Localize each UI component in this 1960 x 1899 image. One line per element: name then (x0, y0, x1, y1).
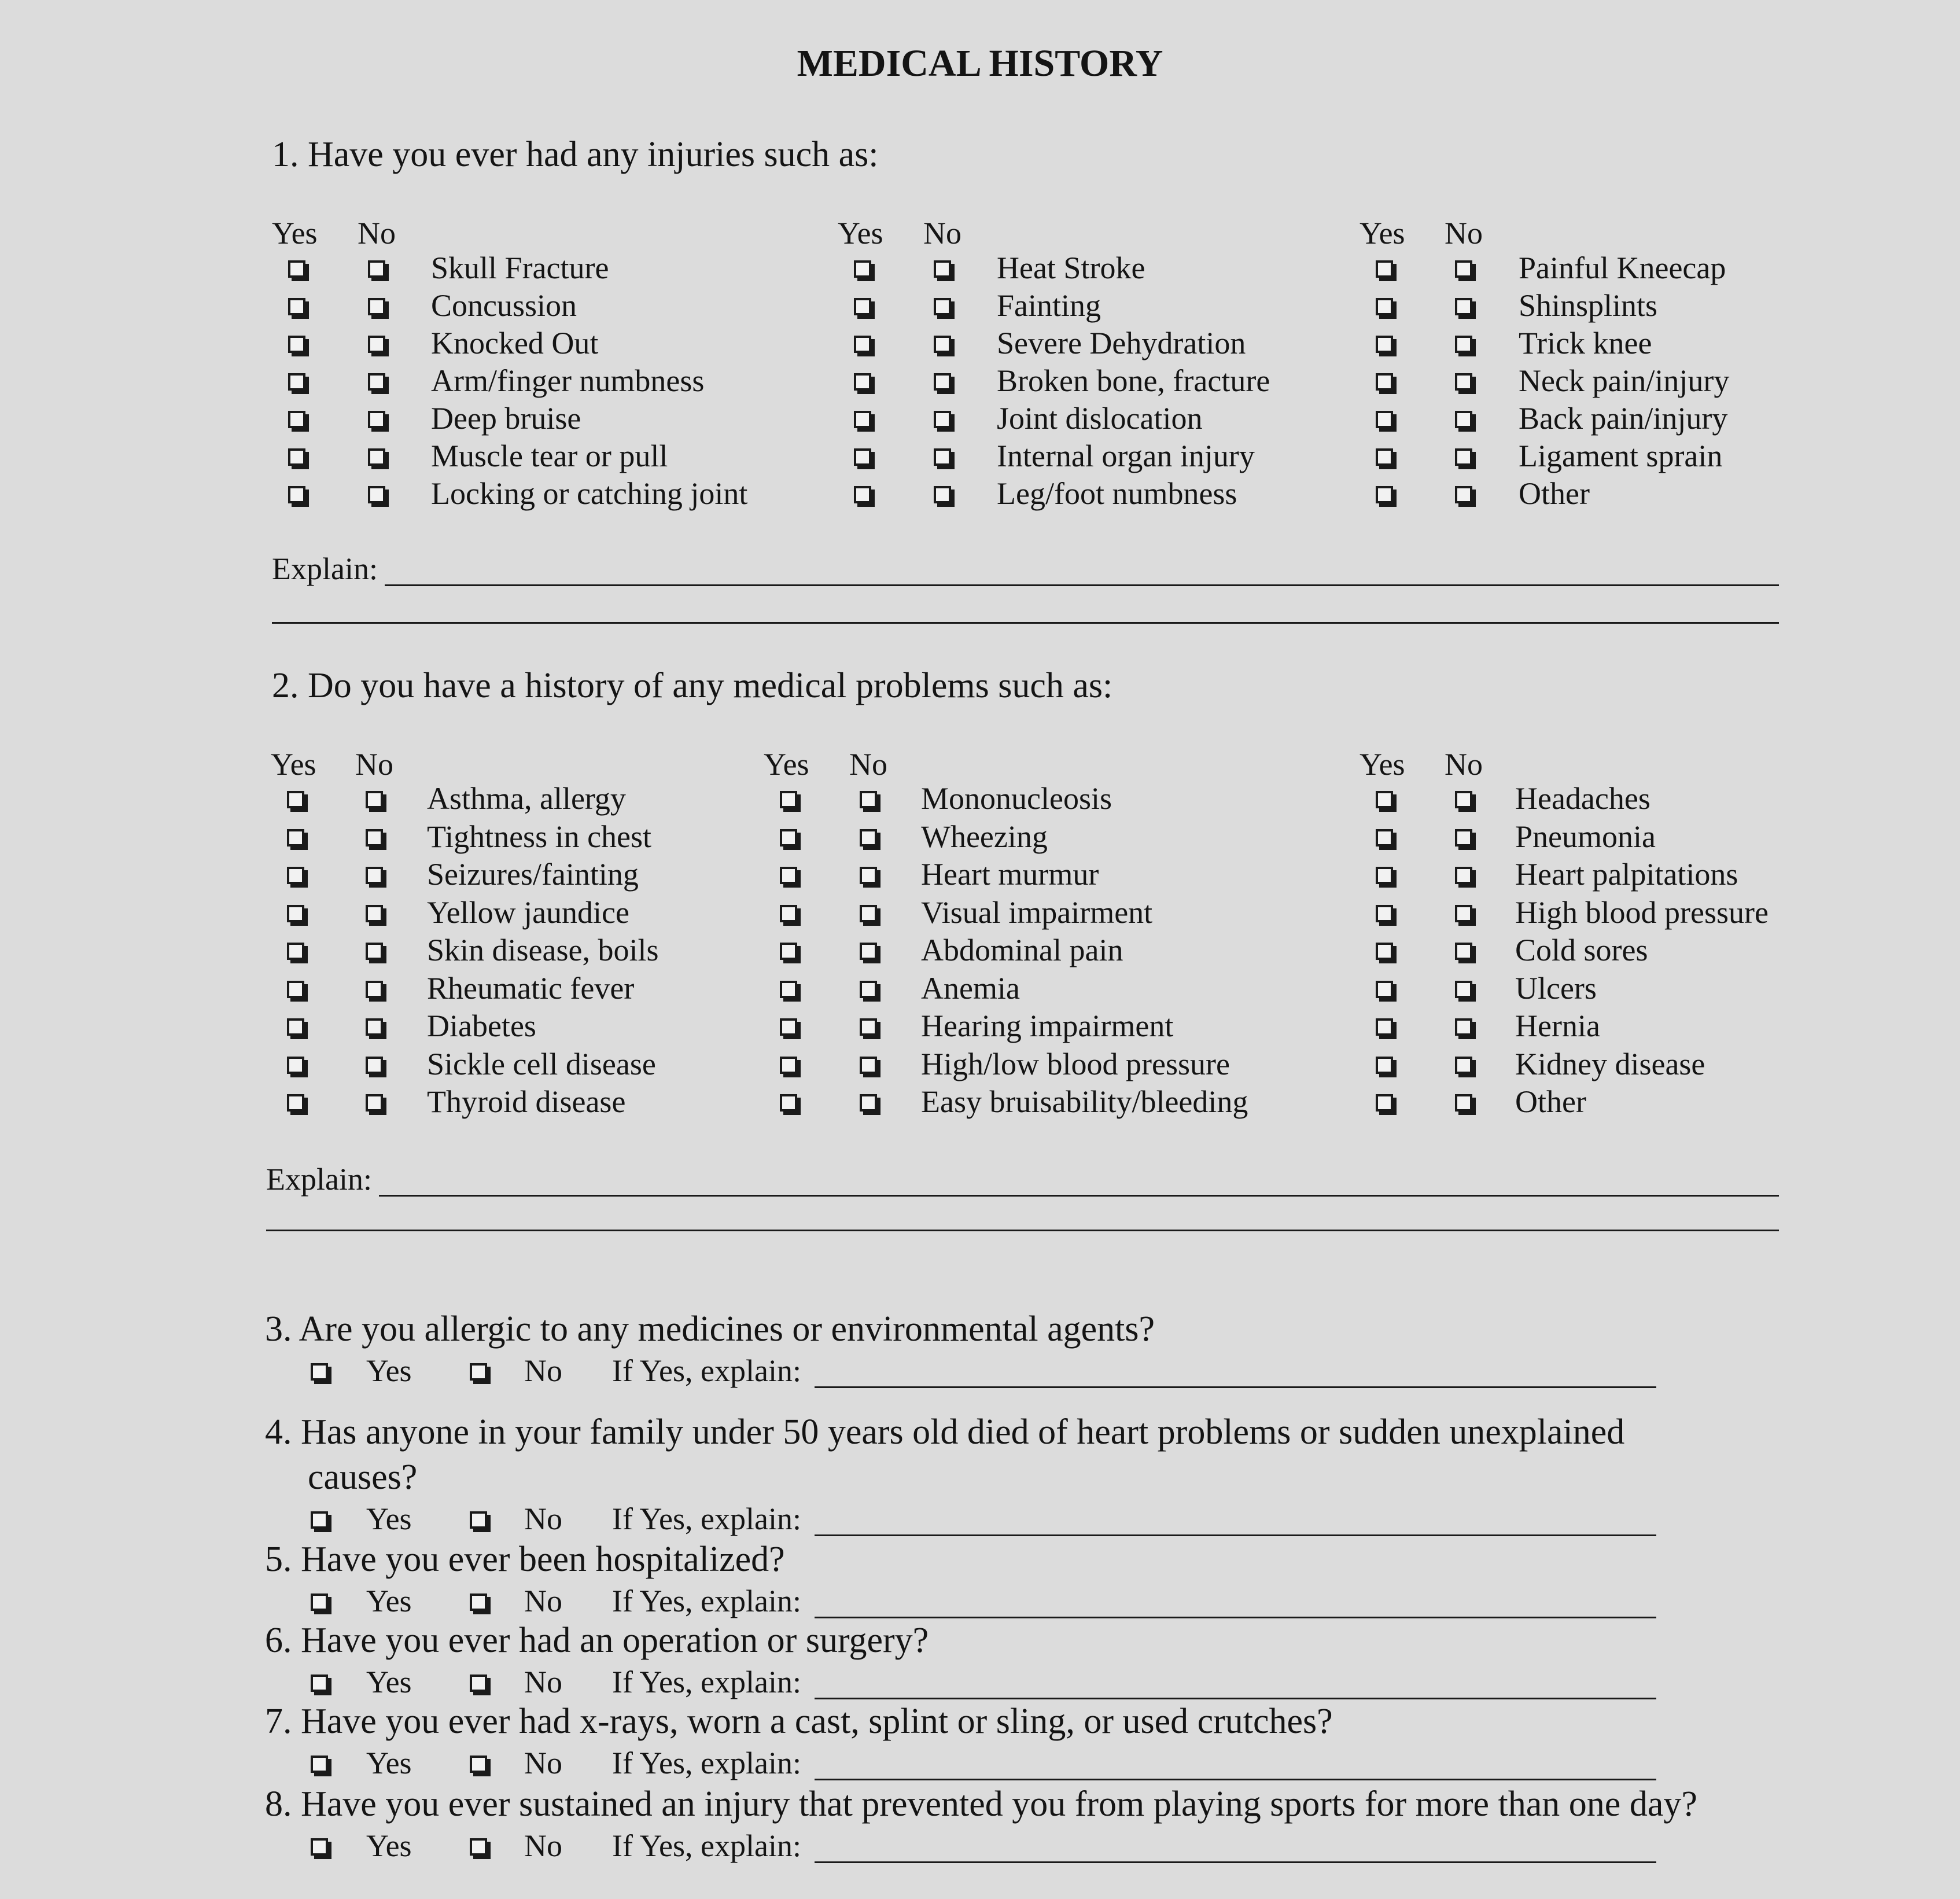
explain-line[interactable] (815, 1534, 1656, 1536)
no-checkbox[interactable] (1455, 981, 1472, 998)
condition-label: Headaches (1515, 781, 1650, 816)
no-checkbox[interactable] (1455, 943, 1472, 960)
no-checkbox[interactable] (1455, 1094, 1472, 1112)
yes-checkbox[interactable] (1376, 411, 1393, 428)
yes-checkbox[interactable] (1376, 1057, 1393, 1074)
section1-col2-yes-header: Yes (1360, 216, 1405, 251)
condition-label: Heart palpitations (1515, 857, 1738, 892)
yes-checkbox[interactable] (1376, 981, 1393, 998)
yes-checkbox[interactable] (1376, 1018, 1393, 1036)
yes-checkbox[interactable] (288, 373, 305, 391)
yes-checkbox[interactable] (780, 829, 797, 847)
if-yes-explain-label: If Yes, explain: (612, 1665, 801, 1699)
no-checkbox[interactable] (368, 373, 385, 391)
section2-explain-label: Explain: (266, 1162, 372, 1197)
no-checkbox[interactable] (1455, 867, 1472, 884)
yes-checkbox[interactable] (854, 298, 871, 315)
no-checkbox[interactable] (1455, 1018, 1472, 1036)
explain-line[interactable] (815, 1617, 1656, 1618)
section2-col1-no-header: No (849, 747, 887, 782)
condition-label: Cold sores (1515, 933, 1648, 967)
explain-line[interactable] (815, 1861, 1656, 1863)
condition-label: Hearing impairment (921, 1009, 1174, 1043)
yes-option-label: Yes (366, 1584, 412, 1618)
no-checkbox[interactable] (366, 943, 383, 960)
yes-checkbox[interactable] (311, 1363, 328, 1381)
no-option-label: No (524, 1828, 562, 1863)
no-checkbox[interactable] (860, 905, 877, 922)
condition-label: Severe Dehydration (997, 326, 1246, 360)
condition-label: Mononucleosis (921, 781, 1112, 816)
yes-checkbox[interactable] (1376, 829, 1393, 847)
yes-option-label: Yes (366, 1828, 412, 1863)
page-title: MEDICAL HISTORY (797, 42, 1163, 84)
no-checkbox[interactable] (470, 1511, 487, 1529)
condition-label: Ligament sprain (1519, 439, 1723, 473)
condition-label: Leg/foot numbness (997, 476, 1237, 511)
explain-line[interactable] (815, 1386, 1656, 1388)
condition-label: Muscle tear or pull (431, 439, 668, 473)
no-checkbox[interactable] (368, 411, 385, 428)
condition-label: Kidney disease (1515, 1046, 1705, 1081)
question-8: 8. Have you ever sustained an injury that prevented you from playing sports for more than one day? (265, 1784, 1697, 1824)
section1-question: 1. Have you ever had any injuries such as: (272, 135, 879, 174)
no-checkbox[interactable] (366, 905, 383, 922)
yes-checkbox[interactable] (854, 336, 871, 353)
condition-label: Thyroid disease (427, 1084, 626, 1119)
condition-label: Skin disease, boils (427, 933, 659, 967)
condition-label: Joint dislocation (997, 401, 1203, 436)
yes-checkbox[interactable] (1376, 1094, 1393, 1112)
section2-col1-yes-header: Yes (764, 747, 809, 782)
yes-checkbox[interactable] (311, 1674, 328, 1692)
no-checkbox[interactable] (1455, 829, 1472, 847)
yes-checkbox[interactable] (288, 336, 305, 353)
section2-col2-no-header: No (1445, 747, 1483, 782)
condition-label: Seizures/fainting (427, 857, 639, 892)
section1-col0-yes-header: Yes (272, 216, 318, 251)
no-checkbox[interactable] (368, 260, 385, 278)
no-option-label: No (524, 1584, 562, 1618)
yes-checkbox[interactable] (780, 1094, 797, 1112)
no-checkbox[interactable] (860, 981, 877, 998)
condition-label: Other (1515, 1084, 1586, 1119)
section2-col2-yes-header: Yes (1360, 747, 1405, 782)
if-yes-explain-label: If Yes, explain: (612, 1746, 801, 1780)
no-checkbox[interactable] (860, 943, 877, 960)
condition-label: Tightness in chest (427, 819, 652, 854)
condition-label: Arm/finger numbness (431, 363, 705, 398)
if-yes-explain-label: If Yes, explain: (612, 1353, 801, 1388)
no-checkbox[interactable] (860, 1094, 877, 1112)
section1-col1-no-header: No (923, 216, 961, 251)
condition-label: Shinsplints (1519, 288, 1658, 323)
condition-label: High/low blood pressure (921, 1046, 1230, 1081)
condition-label: Rheumatic fever (427, 970, 635, 1006)
no-checkbox[interactable] (1455, 373, 1472, 391)
yes-checkbox[interactable] (1376, 791, 1393, 808)
condition-label: Abdominal pain (921, 933, 1123, 967)
condition-label: Anemia (921, 970, 1020, 1006)
no-checkbox[interactable] (860, 1018, 877, 1036)
no-checkbox[interactable] (860, 791, 877, 808)
yes-checkbox[interactable] (1376, 448, 1393, 466)
condition-label: Diabetes (427, 1009, 536, 1043)
condition-label: Internal organ injury (997, 439, 1255, 473)
if-yes-explain-label: If Yes, explain: (612, 1584, 801, 1618)
no-checkbox[interactable] (860, 829, 877, 847)
condition-label: Concussion (431, 288, 577, 323)
no-checkbox[interactable] (1455, 298, 1472, 315)
condition-label: Deep bruise (431, 401, 581, 436)
condition-label: Painful Kneecap (1519, 251, 1726, 285)
yes-checkbox[interactable] (287, 981, 304, 998)
yes-checkbox[interactable] (780, 867, 797, 884)
no-checkbox[interactable] (1455, 260, 1472, 278)
no-checkbox[interactable] (1455, 486, 1472, 503)
condition-label: High blood pressure (1515, 895, 1769, 930)
yes-checkbox[interactable] (311, 1756, 328, 1773)
question-4: 4. Has anyone in your family under 50 years old died of heart problems or sudden unexplained (265, 1412, 1625, 1452)
section1-explain-label: Explain: (272, 551, 378, 586)
no-checkbox[interactable] (934, 336, 951, 353)
condition-label: Trick knee (1519, 326, 1652, 360)
condition-label: Asthma, allergy (427, 781, 626, 816)
no-checkbox[interactable] (368, 486, 385, 503)
condition-label: Pneumonia (1515, 819, 1656, 854)
section2-col0-yes-header: Yes (271, 747, 316, 782)
no-checkbox[interactable] (470, 1593, 487, 1611)
yes-checkbox[interactable] (1376, 260, 1393, 278)
no-checkbox[interactable] (366, 1057, 383, 1074)
question-7: 7. Have you ever had x-rays, worn a cast, splint or sling, or used crutches? (265, 1702, 1333, 1741)
condition-label: Easy bruisability/bleeding (921, 1084, 1248, 1119)
condition-label: Other (1519, 476, 1590, 511)
yes-checkbox[interactable] (1376, 298, 1393, 315)
yes-checkbox[interactable] (1376, 943, 1393, 960)
yes-checkbox[interactable] (1376, 867, 1393, 884)
question-6: 6. Have you ever had an operation or surgery? (265, 1621, 929, 1660)
no-checkbox[interactable] (1455, 448, 1472, 466)
yes-checkbox[interactable] (780, 1057, 797, 1074)
if-yes-explain-label: If Yes, explain: (612, 1501, 801, 1536)
section1-col1-yes-header: Yes (838, 216, 883, 251)
condition-label: Yellow jaundice (427, 895, 629, 930)
yes-checkbox[interactable] (287, 905, 304, 922)
condition-label: Sickle cell disease (427, 1046, 656, 1081)
yes-checkbox[interactable] (1376, 373, 1393, 391)
yes-checkbox[interactable] (780, 905, 797, 922)
yes-checkbox[interactable] (780, 791, 797, 808)
yes-checkbox[interactable] (288, 448, 305, 466)
no-checkbox[interactable] (1455, 1057, 1472, 1074)
no-checkbox[interactable] (366, 1018, 383, 1036)
yes-checkbox[interactable] (311, 1511, 328, 1529)
no-option-label: No (524, 1746, 562, 1780)
question-3: 3. Are you allergic to any medicines or environmental agents? (265, 1309, 1155, 1349)
condition-label: Neck pain/injury (1519, 363, 1730, 398)
yes-checkbox[interactable] (1376, 905, 1393, 922)
yes-checkbox[interactable] (854, 411, 871, 428)
no-checkbox[interactable] (470, 1756, 487, 1773)
no-checkbox[interactable] (1455, 791, 1472, 808)
no-checkbox[interactable] (368, 298, 385, 315)
yes-checkbox[interactable] (780, 1018, 797, 1036)
condition-label: Wheezing (921, 819, 1048, 854)
condition-label: Fainting (997, 288, 1101, 323)
no-checkbox[interactable] (366, 1094, 383, 1112)
no-checkbox[interactable] (934, 486, 951, 503)
condition-label: Locking or catching joint (431, 476, 748, 511)
no-checkbox[interactable] (860, 867, 877, 884)
section2-explain-line[interactable] (379, 1195, 1779, 1197)
question-4-continued: causes? (308, 1458, 418, 1497)
yes-checkbox[interactable] (288, 298, 305, 315)
no-checkbox[interactable] (470, 1838, 487, 1856)
condition-label: Heart murmur (921, 857, 1099, 892)
no-checkbox[interactable] (1455, 411, 1472, 428)
if-yes-explain-label: If Yes, explain: (612, 1828, 801, 1863)
yes-checkbox[interactable] (288, 260, 305, 278)
section1-explain-line-2[interactable] (272, 622, 1779, 624)
yes-checkbox[interactable] (1376, 486, 1393, 503)
condition-label: Broken bone, fracture (997, 363, 1270, 398)
yes-option-label: Yes (366, 1353, 412, 1388)
no-checkbox[interactable] (470, 1674, 487, 1692)
no-checkbox[interactable] (934, 411, 951, 428)
yes-checkbox[interactable] (854, 448, 871, 466)
condition-label: Heat Stroke (997, 251, 1145, 285)
section1-explain-line[interactable] (385, 584, 1779, 586)
yes-checkbox[interactable] (780, 943, 797, 960)
yes-option-label: Yes (366, 1746, 412, 1780)
yes-checkbox[interactable] (287, 1094, 304, 1112)
yes-checkbox[interactable] (287, 867, 304, 884)
yes-checkbox[interactable] (287, 829, 304, 847)
condition-label: Back pain/injury (1519, 401, 1728, 436)
section1-col2-no-header: No (1445, 216, 1483, 251)
explain-line[interactable] (815, 1698, 1656, 1699)
no-checkbox[interactable] (366, 867, 383, 884)
section2-question: 2. Do you have a history of any medical problems such as: (272, 666, 1113, 705)
yes-checkbox[interactable] (854, 486, 871, 503)
section1-col0-no-header: No (358, 216, 396, 251)
no-checkbox[interactable] (368, 336, 385, 353)
no-checkbox[interactable] (1455, 905, 1472, 922)
yes-option-label: Yes (366, 1665, 412, 1699)
yes-checkbox[interactable] (288, 411, 305, 428)
section2-explain-line-2[interactable] (266, 1230, 1779, 1231)
no-checkbox[interactable] (860, 1057, 877, 1074)
no-checkbox[interactable] (934, 298, 951, 315)
yes-checkbox[interactable] (287, 791, 304, 808)
no-checkbox[interactable] (366, 981, 383, 998)
yes-checkbox[interactable] (288, 486, 305, 503)
yes-checkbox[interactable] (311, 1838, 328, 1856)
condition-label: Knocked Out (431, 326, 599, 360)
question-5: 5. Have you ever been hospitalized? (265, 1540, 785, 1579)
yes-checkbox[interactable] (854, 260, 871, 278)
yes-checkbox[interactable] (780, 981, 797, 998)
yes-option-label: Yes (366, 1501, 412, 1536)
no-option-label: No (524, 1353, 562, 1388)
explain-line[interactable] (815, 1779, 1656, 1780)
yes-checkbox[interactable] (854, 373, 871, 391)
yes-checkbox[interactable] (311, 1593, 328, 1611)
condition-label: Ulcers (1515, 970, 1597, 1006)
no-checkbox[interactable] (934, 373, 951, 391)
yes-checkbox[interactable] (287, 1018, 304, 1036)
condition-label: Hernia (1515, 1009, 1600, 1043)
no-checkbox[interactable] (934, 448, 951, 466)
no-option-label: No (524, 1501, 562, 1536)
no-checkbox[interactable] (366, 829, 383, 847)
no-checkbox[interactable] (368, 448, 385, 466)
no-checkbox[interactable] (366, 791, 383, 808)
section2-col0-no-header: No (355, 747, 393, 782)
no-checkbox[interactable] (470, 1363, 487, 1381)
no-checkbox[interactable] (934, 260, 951, 278)
condition-label: Skull Fracture (431, 251, 609, 285)
no-checkbox[interactable] (1455, 336, 1472, 353)
no-option-label: No (524, 1665, 562, 1699)
yes-checkbox[interactable] (1376, 336, 1393, 353)
yes-checkbox[interactable] (287, 943, 304, 960)
condition-label: Visual impairment (921, 895, 1153, 930)
yes-checkbox[interactable] (287, 1057, 304, 1074)
